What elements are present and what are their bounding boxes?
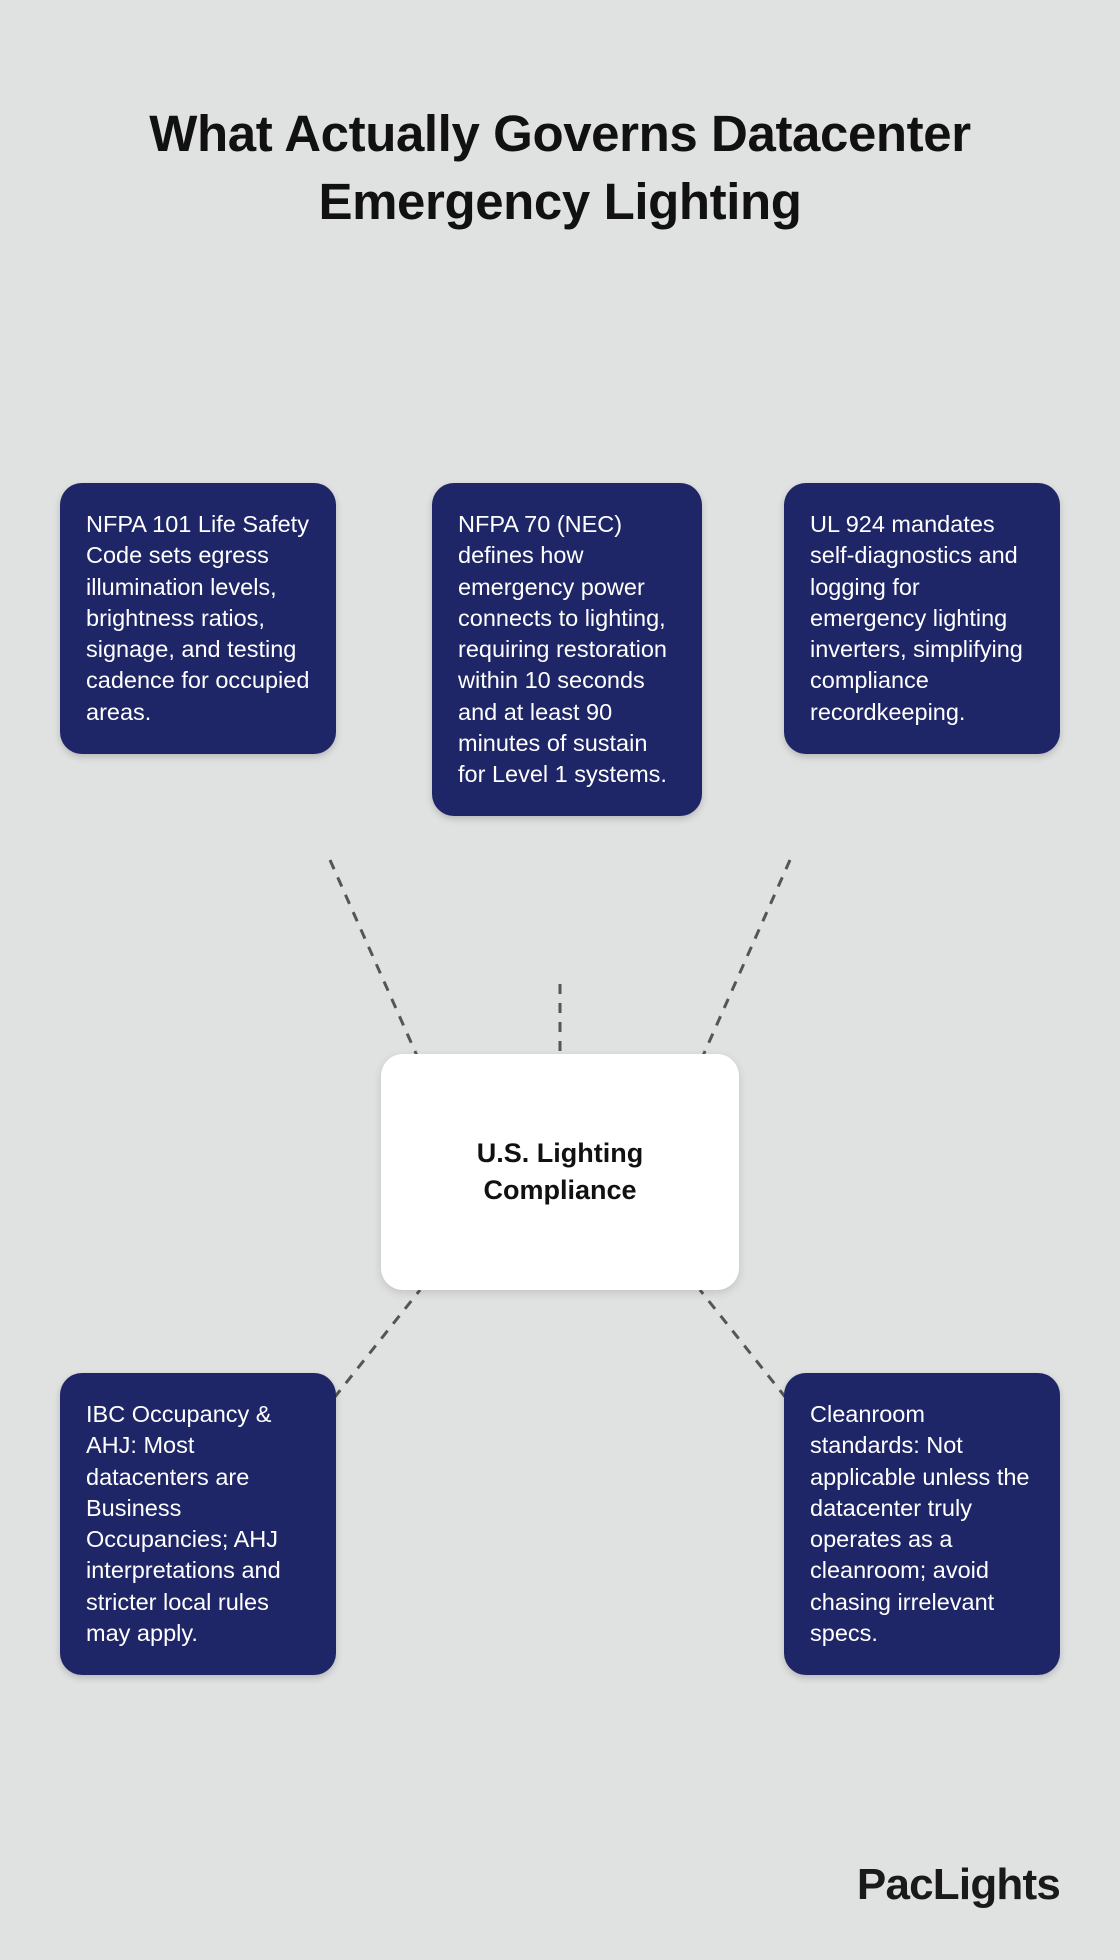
node-ibc-ahj — [60, 1373, 336, 1675]
node-text: UL 924 mandates self-diagnostics and logging for emergency lighting inverters, simplifying compliance recordkeeping. — [810, 511, 1023, 725]
node-text: IBC Occupancy & AHJ: Most datacenters are Business Occupancies; AHJ interpretations and stricter local rules may apply. — [86, 1401, 281, 1646]
node-nfpa-70 — [432, 483, 702, 816]
node-text: Cleanroom standards: Not applicable unless the datacenter truly operates as a cleanroom; avoid chasing irrelevant specs. — [810, 1401, 1030, 1646]
node-nfpa-101 — [60, 483, 336, 754]
page-title: What Actually Governs Datacenter Emergency Lighting — [149, 105, 971, 230]
node-text: NFPA 70 (NEC) defines how emergency power connects to lighting, requiring restoration within 10 seconds and at least 90 minutes of sustain for Level 1 systems. — [458, 511, 667, 787]
center-node-label: U.S. Lighting Compliance — [476, 1137, 644, 1205]
center-node — [381, 1054, 739, 1290]
brand-logo: PacLights — [856, 1860, 1060, 1909]
node-ul-924 — [784, 483, 1060, 754]
node-text: NFPA 101 Life Safety Code sets egress illumination levels, brightness ratios, signage, and testing cadence for occupied areas. — [86, 511, 310, 725]
node-cleanroom — [784, 1373, 1060, 1675]
